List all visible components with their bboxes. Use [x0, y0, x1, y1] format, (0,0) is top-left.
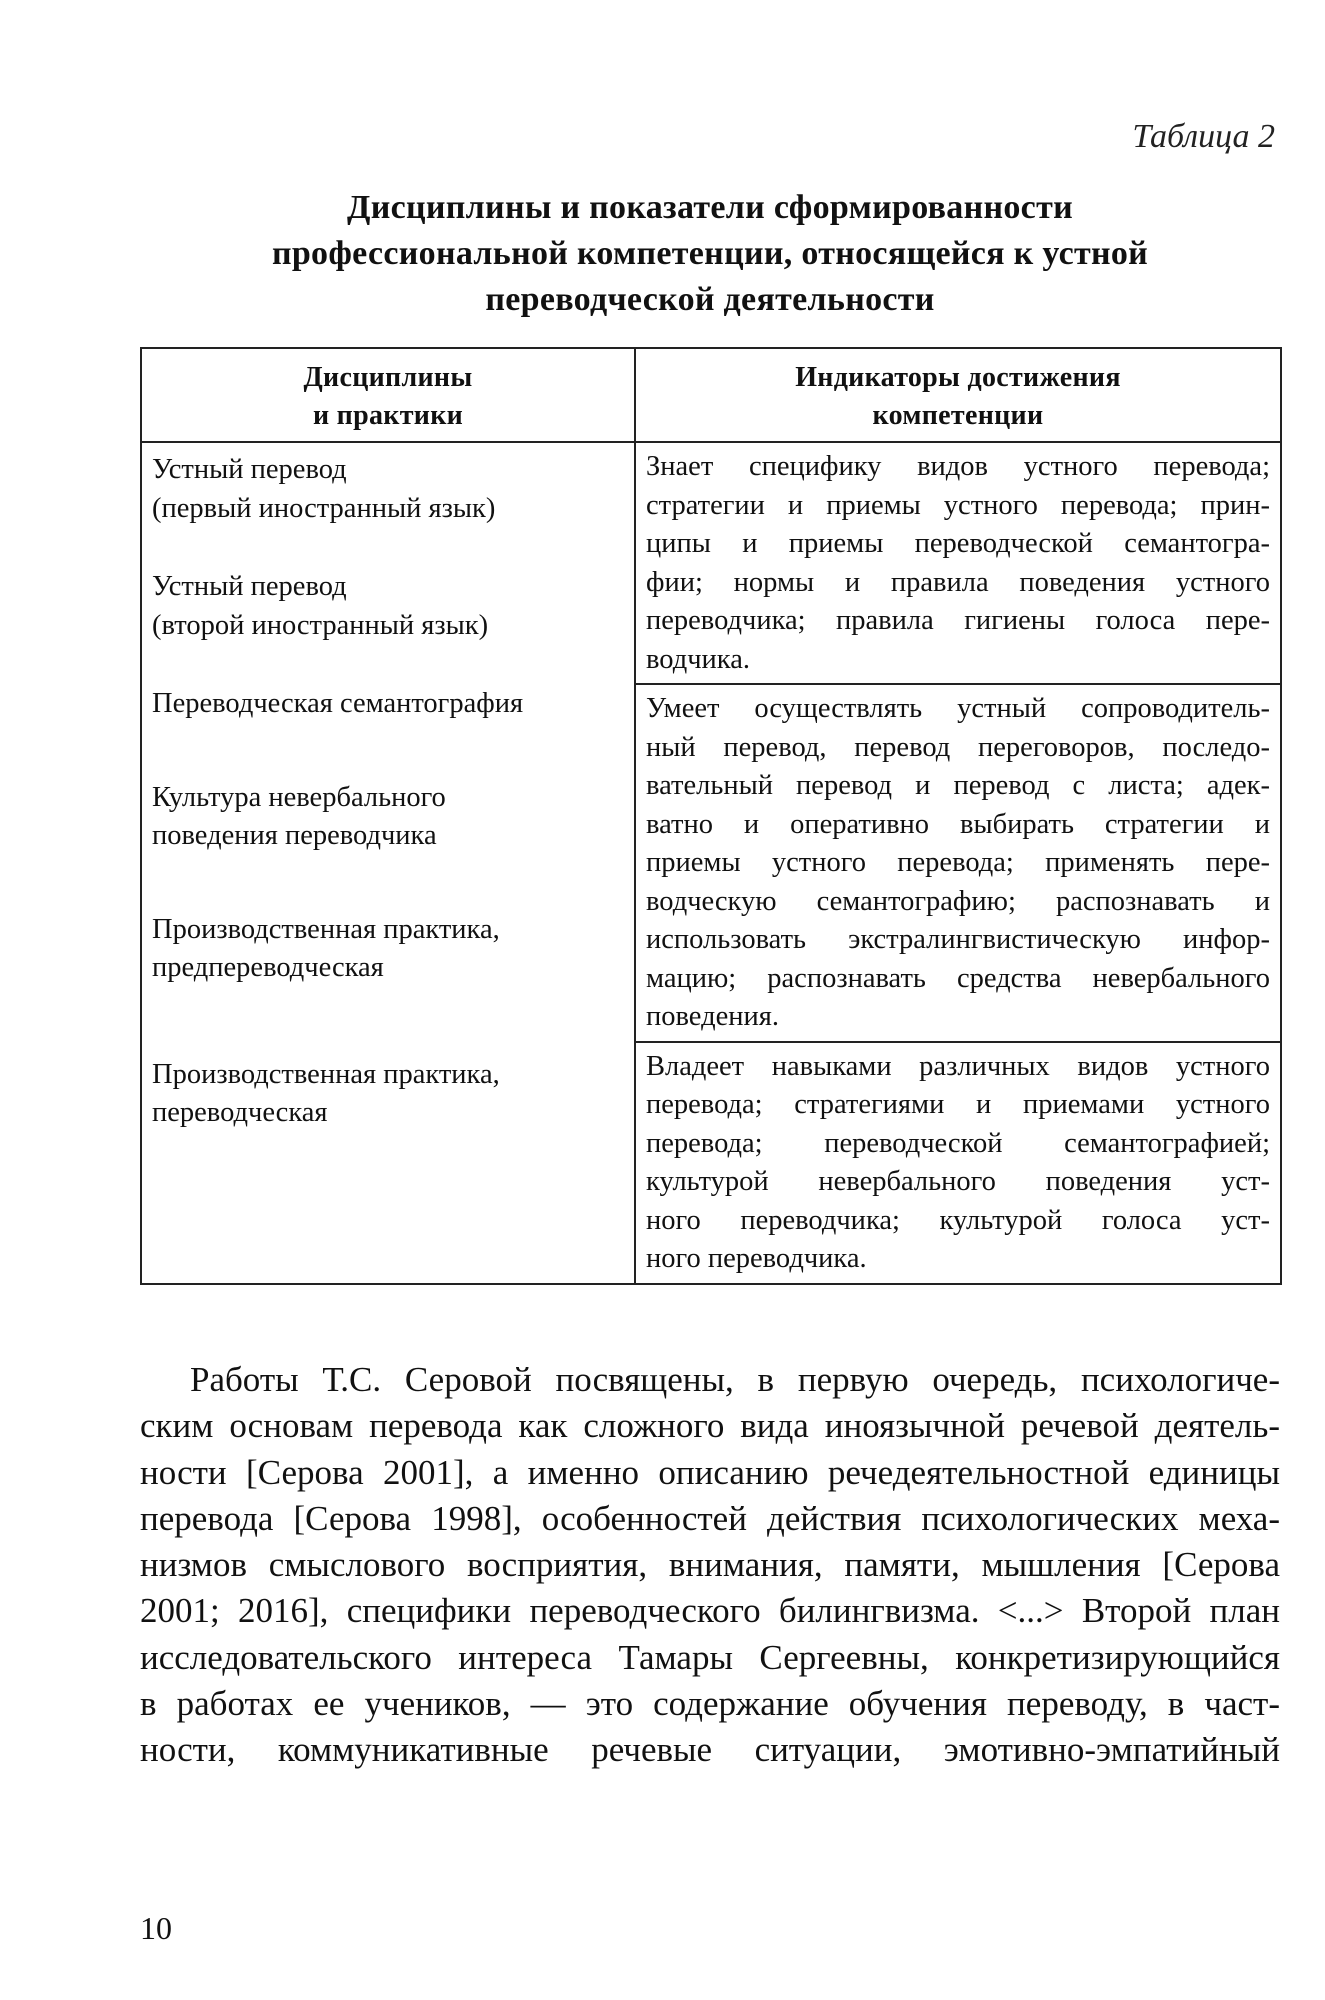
competence-table	[140, 347, 1282, 1285]
table-header-row	[141, 348, 1281, 442]
indicator-line: поведения.	[646, 1001, 779, 1032]
header-line: Индикаторы достижения	[795, 362, 1121, 393]
indicator-line: перевода; переводческой семантографией;	[646, 1127, 1270, 1159]
header-indicators	[635, 348, 1281, 442]
discipline-line: предпереводческая	[152, 952, 384, 983]
discipline-item	[152, 1056, 624, 1133]
paragraph-line: в работах ее учеников, — это содержание обучения переводу, в част-	[140, 1684, 1280, 1724]
indicator-line: Умеет осуществлять устный сопроводитель-	[646, 693, 1270, 724]
paragraph-line: Работы Т.С. Серовой посвящены, в первую очередь, психологиче-	[190, 1360, 1280, 1399]
indicator-can-cell	[635, 684, 1281, 1042]
discipline-line: Переводческая семантография	[152, 688, 524, 719]
indicator-line: ного переводчика; культурой голоса уст-	[646, 1204, 1270, 1236]
paragraph-line: исследовательского интереса Тамары Сергеевны, конкретизирующийся	[140, 1637, 1280, 1677]
body-paragraph	[140, 1357, 1280, 1774]
indicator-line: Знает специфику видов устного перевода;	[646, 451, 1270, 482]
indicator-line: перевода; стратегиями и приемами устного	[646, 1089, 1270, 1120]
indicator-line: переводчика; правила гигиены голоса пере-	[646, 605, 1270, 636]
table-label: Таблица 2	[1132, 118, 1275, 155]
page-number: 10	[140, 1910, 172, 1946]
discipline-item	[152, 911, 624, 988]
indicator-line: ватно и оперативно выбирать стратегии и	[646, 808, 1270, 840]
discipline-line: Устный перевод	[152, 571, 347, 602]
caption-line: профессиональной компетенции, относящейся к устной	[271, 235, 1149, 272]
caption-line: Дисциплины и показатели сформированности	[347, 189, 1073, 226]
discipline-item	[152, 451, 624, 528]
discipline-item	[152, 685, 624, 724]
indicator-line: водчика.	[646, 643, 750, 675]
discipline-line: Устный перевод	[152, 454, 347, 485]
table-row	[141, 442, 1281, 684]
indicator-line: стратегии и приемы устного перевода; прин-	[646, 489, 1270, 521]
discipline-line: (первый иностранный язык)	[152, 492, 496, 524]
indicator-line: ного переводчика.	[646, 1243, 867, 1274]
discipline-item	[152, 568, 624, 645]
indicator-possesses-cell	[635, 1042, 1281, 1284]
indicator-line: ный перевод, перевод переговоров, последо-	[646, 731, 1270, 763]
discipline-line: Производственная практика,	[152, 1058, 500, 1090]
disciplines-cell	[141, 442, 635, 1284]
header-line: и практики	[312, 400, 464, 431]
indicator-line: фии; нормы и правила поведения устного	[646, 566, 1270, 598]
discipline-line: (второй иностранный язык)	[152, 609, 489, 641]
indicator-line: культурой невербального поведения уст-	[646, 1166, 1270, 1197]
paragraph-line: низмов смыслового восприятия, внимания, памяти, мышления [Серова	[140, 1545, 1280, 1585]
indicator-line: мацию; распознавать средства невербального	[646, 962, 1270, 994]
indicator-line: вательный перевод и перевод с листа; адек-	[646, 770, 1270, 801]
paragraph-line: 2001; 2016], специфики переводческого билингвизма. <...> Второй план	[140, 1591, 1280, 1631]
discipline-item	[152, 779, 624, 856]
header-disciplines	[141, 348, 635, 442]
indicator-knows-cell	[635, 442, 1281, 684]
discipline-line: Культура невербального	[152, 781, 446, 813]
header-line: Дисциплины	[303, 362, 473, 393]
caption-line: переводческой деятельности	[485, 281, 935, 318]
header-line: компетенции	[872, 400, 1044, 431]
paragraph-line: ности, коммуникативные речевые ситуации, эмотивно-эмпатийный	[140, 1730, 1280, 1770]
indicator-line: использовать экстралингвистическую инфор-	[646, 924, 1270, 955]
table-caption	[140, 185, 1280, 323]
paragraph-line: ности [Серова 2001], а именно описанию речедеятельностной единицы	[140, 1452, 1280, 1492]
indicator-line: Владеет навыками различных видов устного	[646, 1050, 1270, 1082]
paragraph-line: перевода [Серова 1998], особенностей действия психологических меха-	[140, 1498, 1280, 1538]
discipline-line: поведения переводчика	[152, 820, 437, 851]
discipline-line: Производственная практика,	[152, 913, 500, 945]
indicator-line: приемы устного перевода; применять пере-	[646, 847, 1270, 878]
indicator-line: ципы и приемы переводческой семантогра-	[646, 528, 1270, 559]
paragraph-line: ским основам перевода как сложного вида иноязычной речевой деятель-	[140, 1406, 1280, 1446]
indicator-line: водческую семантографию; распознавать и	[646, 885, 1270, 917]
discipline-line: переводческая	[152, 1097, 328, 1128]
